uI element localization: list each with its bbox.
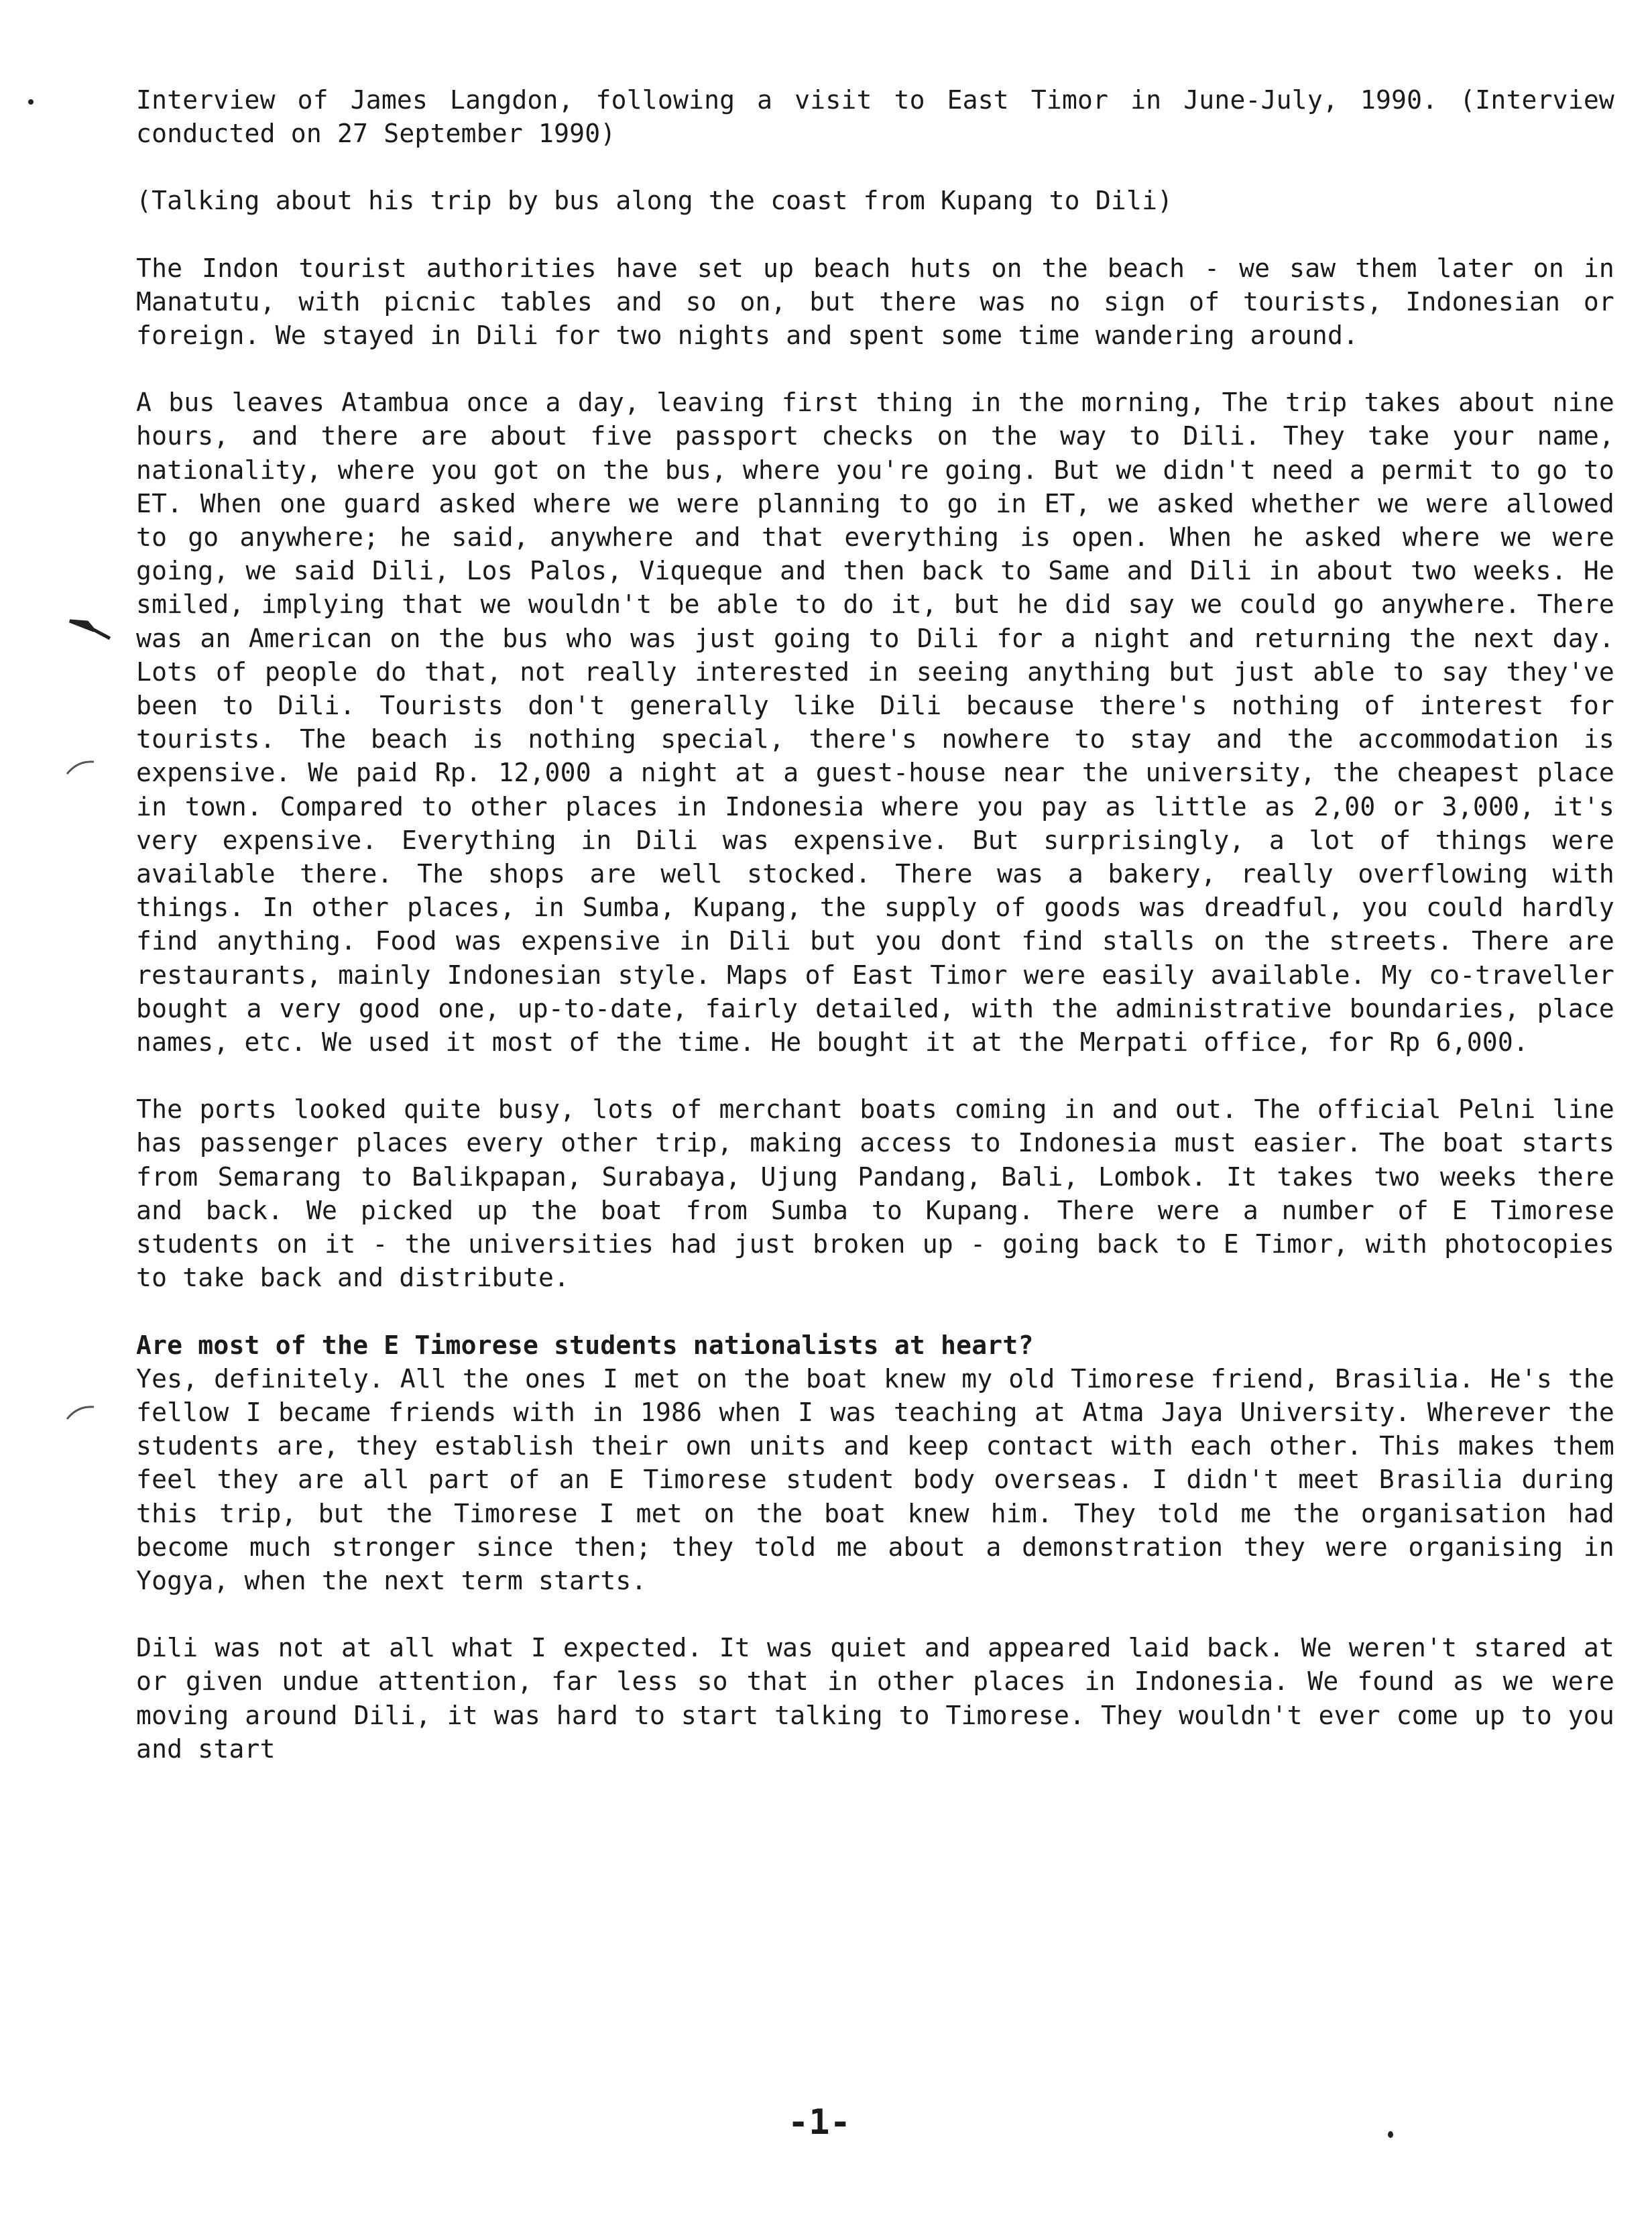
body-paragraph: The ports looked quite busy, lots of merchant boats coming in and out. The official Pelni line has passenger places every other trip, making access to Indonesia must easier. The boat starts from Semarang to Balikpapan, Surabaya, Ujung Pandang, Bali, Lombok. It takes two weeks there and back. We picked up the boat from Sumba to Kupang. There were a number of E Timorese students on it - the universities had just broken up - going back to E Timor, with photocopies to take back and distribute.	[136, 1094, 1614, 1293]
body-paragraph: A bus leaves Atambua once a day, leaving first thing in the morning, The trip takes about nine hours, and there are about five passport checks on the way to Dili. They take your name, nationality, where you got on the bus, where you're going. But we didn't need a permit to go to ET. When one guard asked where we were planning to go in ET, we asked whether we were allowed to go anywhere; he said, anywhere and that everything is open. When he asked where we were going, we said Dili, Los Palos, Viqueque and then back to Same and Dili in about two weeks. He smiled, implying that we wouldn't be able to do it, but he did say we could go anywhere. There was an American on the bus who was just going to Dili for a night and returning the next day. Lots of people do that, not really interested in seeing anything but just able to say they've been to Dili. Tourists don't generally like Dili because there's nothing of interest for tourists. The beach is nothing special, there's nowhere to stay and the accommodation is expensive. We paid Rp. 12,000 a night at a guest-house near the university, the cheapest place in town. Compared to other places in Indonesia where you pay as little as 2,00 or 3,000, it's very expensive. Everything in Dili was expensive. But surprisingly, a lot of things were available there. The shops are well stocked. There was a bakery, really overflowing with things. In other places, in Sumba, Kupang, the supply of goods was dreadful, you could hardly find anything. Food was expensive in Dili but you dont find stalls on the streets. There are restaurants, mainly Indonesian style. Maps of East Timor were easily available. My co-traveller bought a very good one, up-to-date, fairly detailed, with the administrative boundaries, place names, etc. We used it most of the time. He bought it at the Merpati office, for Rp 6,000.	[136, 388, 1614, 1058]
title-paragraph: Interview of James Langdon, following a visit to East Timor in June-July, 1990. (Interview conducted on 27 September 1990)	[136, 85, 1614, 149]
margin-curve-mark	[64, 758, 98, 778]
body-paragraph: The Indon tourist authorities have set up beach huts on the beach - we saw them later on in Manatutu, with picnic tables and so on, but there was no sign of tourists, Indonesian or foreign. We stayed in Dili for two nights and spent some time wandering around.	[136, 253, 1614, 351]
body-paragraph: Dili was not at all what I expected. It was quiet and appeared laid back. We weren't stared at or given undue attention, far less so that in other places in Indonesia. We found as we were moving around Dili, it was hard to start talking to Timorese. They wouldn't ever come up to you and start	[136, 1633, 1614, 1764]
margin-dot-mark	[27, 98, 35, 106]
question-heading: Are most of the E Timorese students nationalists at heart?	[136, 1330, 1034, 1360]
context-note: (Talking about his trip by bus along the coast from Kupang to Dili)	[136, 186, 1173, 216]
document-body	[136, 83, 1614, 1799]
margin-dot-mark	[1386, 2130, 1395, 2139]
answer-paragraph: Yes, definitely. All the ones I met on the boat knew my old Timorese friend, Brasilia. He's the fellow I became friends with in 1986 when I was teaching at Atma Jaya University. Wherever the students are, they establish their own units and keep contact with each other. This makes them feel they are all part of an E Timorese student body overseas. I didn't meet Brasilia during this trip, but the Timorese I met on the boat knew him. They told me the organisation had become much stronger since then; they told me about a demonstration they were organising in Yogya, when the next term starts.	[136, 1363, 1614, 1595]
margin-curve-mark	[64, 1403, 98, 1423]
page-number: -1-	[788, 2102, 851, 2143]
arrow-mark-icon	[67, 616, 114, 642]
question-answer-block	[136, 1328, 1614, 1598]
